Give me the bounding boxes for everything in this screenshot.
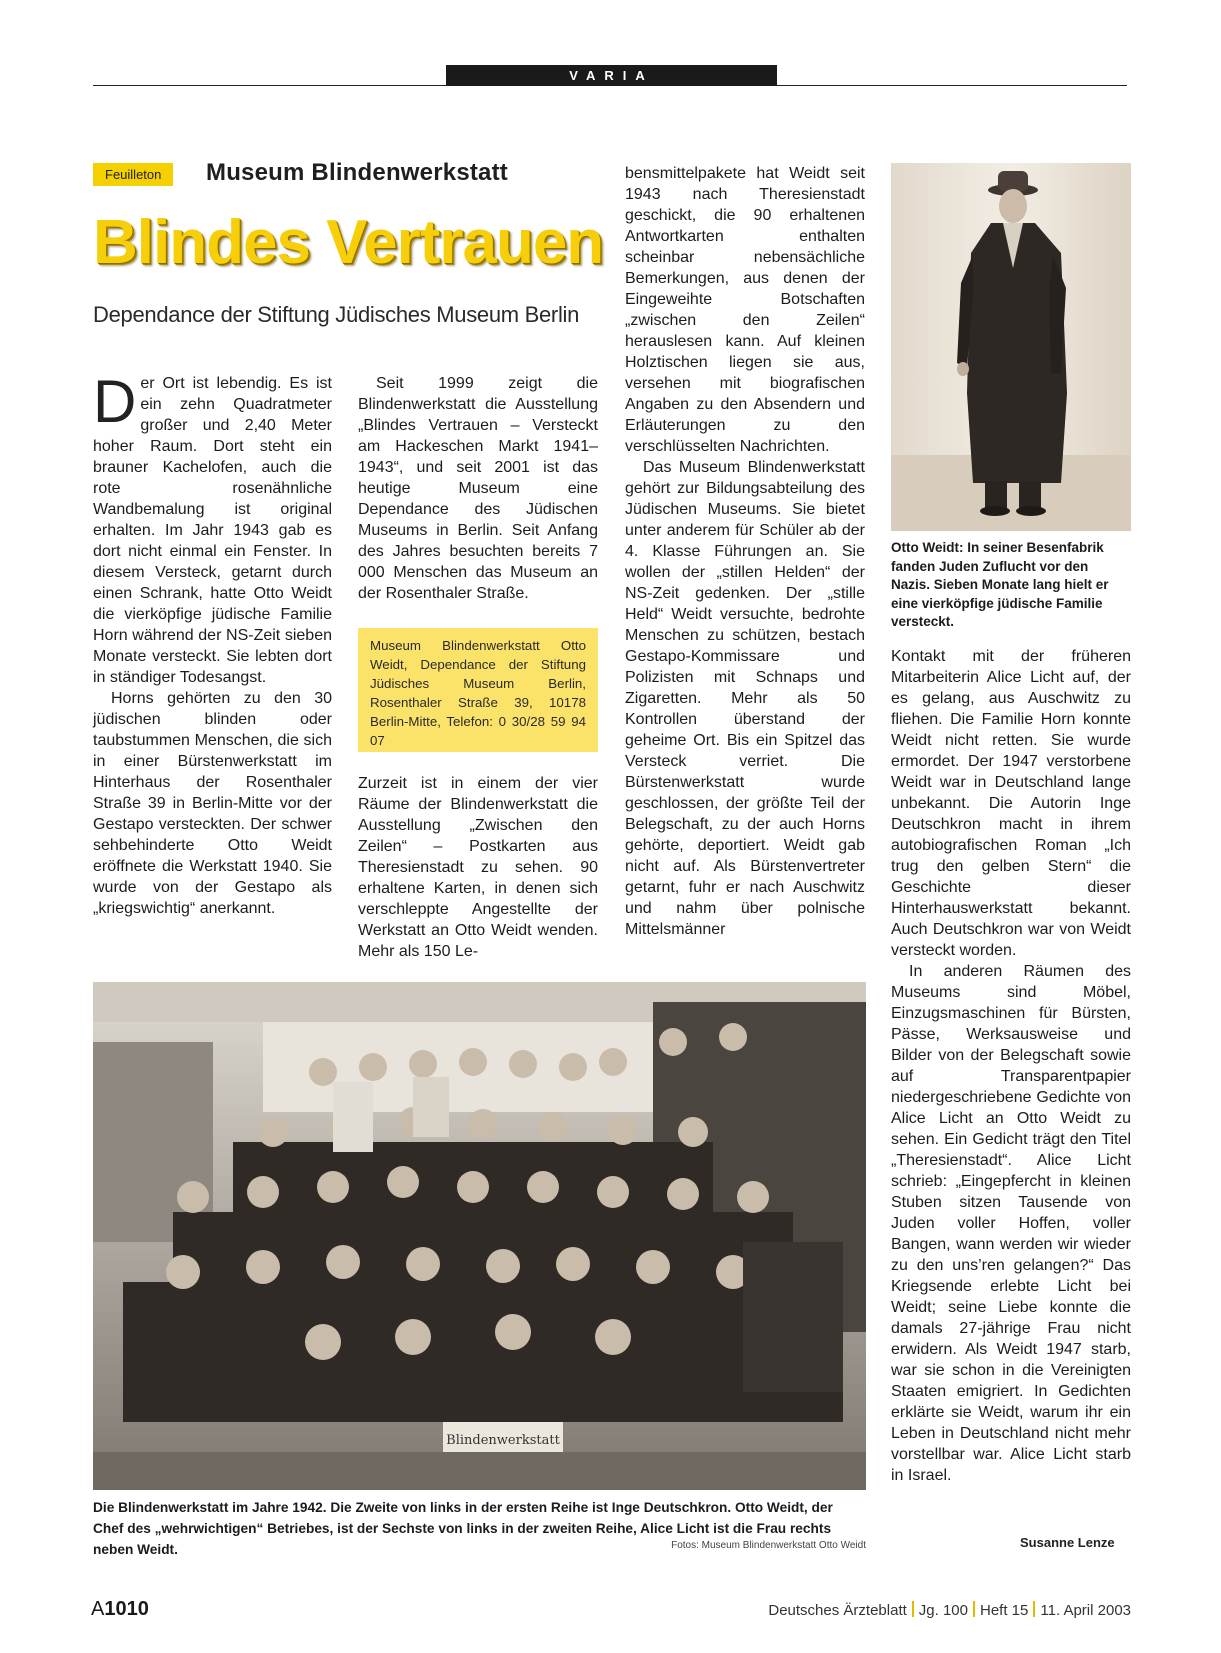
group-photo-illustration (93, 982, 866, 1490)
rubric-badge: Feuilleton (93, 163, 173, 186)
journal-issue: Heft 15 (980, 1602, 1029, 1619)
paragraph: Zurzeit ist in einem der vier Räume der Blindenwerkstatt die Ausstellung „Zwischen den Zeilen“ – Postkarten aus Theresienstadt zu sehen. 90 erhaltene Karten, in denen sich verschleppte Angestellte der Werkstatt an Otto Weidt wenden. Mehr als 150 Le- (358, 775, 598, 960)
divider (973, 1601, 975, 1617)
paragraph: In anderen Räumen des Museums sind Möbel, Einzugsmaschinen für Bürsten, Pässe, Werksausweise und Bilder von der Belegschaft sowie auf Transparentpapier niedergeschriebene Gedichte von Alice Licht an Otto Weidt zu sehen. Ein Gedicht trägt den Titel „Theresienstadt“. Alice Licht schrieb: „Eingepfercht in kleinen Stuben sitzen Tausende von Juden voller Hoffen, voller Bangen, wann werden wir wieder zu den uns’ren gelangen?“ Das Kriegsende erlebte Licht bei Weidt; seine Liebe konnte die damals 27-jährige Frau nicht erwidern. Als Weidt 1947 starb, war sie schon in die Vereinigten Staaten emigriert. In Gedichten erklärte sie Weidt, warum ihr ein Leben in Deutschland nicht mehr vorstellbar war. Alice Licht starb in Israel. (891, 963, 1131, 1484)
paragraph: Das Museum Blindenwerkstatt gehört zur Bildungsabteilung des Jüdischen Museums. Sie bietet unter anderem für Schüler ab der 4. Klasse Führungen an. Sie wollen der „stillen Helden“ der NS-Zeit gedenken. Der „stille Held“ Weidt versuchte, bedrohte Menschen zu schützen, bestach Gestapo-Kommissare und Polizisten mit Schnaps und Zigaretten. Mehr als 50 Kontrollen überstand der geheime Ort. Bis ein Spitzel das Versteck verriet. Die Bürstenwerkstatt wurde geschlossen, der größte Teil der Belegschaft, zu der auch Horns gehörte, deportiert. Weidt gab nicht auf. Als Bürstenvertreter getarnt, fuhr er nach Auschwitz und nahm über polnische Mittelsmänner (625, 459, 865, 938)
article-headline: Blindes Vertrauen (93, 208, 604, 277)
text-column-2-continued (358, 773, 598, 962)
paragraph: Seit 1999 zeigt die Blindenwerkstatt die Ausstellung „Blindes Vertrauen – Versteckt am Hackeschen Markt 1941–1943“, und seit 2001 ist das heutige Museum eine Dependance des Jüdischen Museums in Berlin. Seit Anfang des Jahres besuchten bereits 7 000 Menschen das Museum an der Rosenthaler Straße. (358, 375, 598, 602)
paragraph: er Ort ist lebendig. Es ist ein zehn Quadratmeter großer und 2,40 Meter hoher Raum. Dort steht ein brauner Kachelofen, auch die rote rosenähnliche Wandbemalung ist original erhalten. Im Jahr 1943 gab es dort nicht einmal ein Fenster. In diesem Versteck, getarnt durch einen Schrank, hatte Otto Weidt die vierköpfige jüdische Familie Horn während der NS-Zeit sieben Monate versteckt. Sie lebten dort in ständiger Todesangst. (93, 375, 332, 686)
page-prefix: A (91, 1598, 105, 1620)
divider (912, 1601, 914, 1617)
article-subhead: Dependance der Stiftung Jüdisches Museum Berlin (93, 302, 580, 327)
blindenwerkstatt-group-photo (93, 982, 866, 1490)
journal-info (768, 1601, 1131, 1619)
photo-credit: Fotos: Museum Blindenwerkstatt Otto Weidt (671, 1540, 866, 1551)
sign-text-line-1: Blindenwerkstatt (446, 1433, 560, 1448)
author-signature: Susanne Lenze (1020, 1535, 1115, 1550)
text-column-2 (358, 373, 598, 604)
paragraph: Horns gehörten zu den 30 jüdischen blinden oder taubstummen Menschen, die sich in einer Bürstenwerkstatt im Hinterhaus der Rosenthaler Straße 39 in Berlin-Mitte vor der Gestapo versteckten. Der schwer sehbehinderte Otto Weidt eröffnete die Werkstatt 1940. Sie wurde von der Gestapo als „kriegswichtig“ anerkannt. (93, 690, 332, 917)
divider (1033, 1601, 1035, 1617)
portrait-caption: Otto Weidt: In seiner Besenfabrik fanden Juden Zuflucht vor den Nazis. Sieben Monate lang hielt er eine vierköpfige jüdische Familie versteckt. (891, 540, 1109, 629)
article-kicker: Museum Blindenwerkstatt (206, 159, 508, 186)
page-number-value: 1010 (104, 1598, 149, 1620)
group-photo-caption: Die Blindenwerkstatt im Jahre 1942. Die Zweite von links in der ersten Reihe ist Inge Deutschkron. Otto Weidt, der Chef des „wehrwichtigen“ Betriebes, ist der Sechste von links in der zweiten Reihe, Alice Licht ist die Frau rechts neben Weidt. (93, 1500, 833, 1557)
section-label: VARIA (446, 65, 777, 86)
museum-info-box: Museum Blindenwerkstatt Otto Weidt, Dependance der Stiftung Jüdisches Museum Berlin, Rosenthaler Straße 39, 10178 Berlin-Mitte, Telefon: 0 30/28 59 94 07 (358, 628, 598, 752)
journal-date: 11. April 2003 (1040, 1602, 1131, 1619)
text-column-3 (625, 163, 865, 940)
paragraph: Kontakt mit der früheren Mitarbeiterin Alice Licht auf, der es gelang, aus Auschwitz zu fliehen. Die Familie Horn konnte Weidt nicht retten. Sie wurde ermordet. Der 1947 verstorbene Weidt war in Deutschland lange unbekannt. Die Autorin Inge Deutschkron macht in ihrem autobiografischen Roman „Ich trug den gelben Stern“ die Geschichte dieser Hinterhauswerkstatt bekannt. Auch Deutschkron war von Weidt versteckt worden. (891, 648, 1131, 959)
text-column-4 (891, 646, 1131, 1486)
otto-weidt-portrait-photo (891, 163, 1131, 531)
journal-title: Deutsches Ärzteblatt (768, 1602, 907, 1619)
drop-cap: D (93, 368, 137, 435)
paragraph: bensmittelpakete hat Weidt seit 1943 nach Theresienstadt geschickt, die 90 erhaltenen Antwortkarten enthalten scheinbar nebensächliche Bemerkungen, aus denen der Eingeweihte Botschaften „zwischen den Zeilen“ herauslesen kann. Auf kleinen Holztischen liegen sie aus, versehen mit biografischen Angaben zu den Absendern und Erläuterungen zu den verschlüsselten Nachrichten. (625, 165, 865, 455)
journal-volume: Jg. 100 (918, 1602, 968, 1619)
text-column-1 (93, 368, 332, 919)
page-number (91, 1598, 149, 1621)
portrait-illustration (891, 163, 1131, 531)
